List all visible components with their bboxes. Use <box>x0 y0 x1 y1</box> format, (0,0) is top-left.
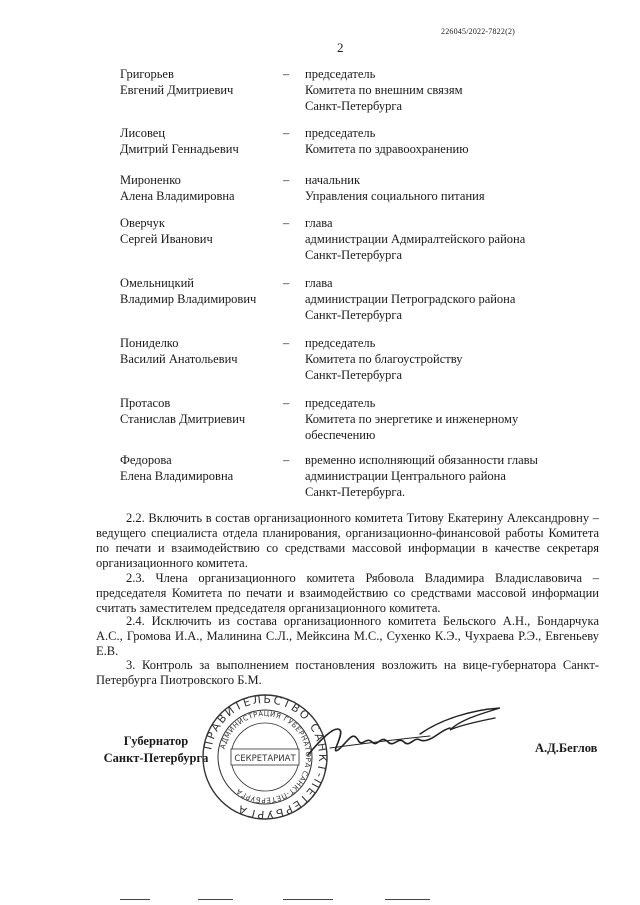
member-name <box>120 125 285 157</box>
member-role-line: администрации Петроградского района <box>305 292 516 306</box>
member-row <box>120 66 580 126</box>
member-role-line: Санкт-Петербурга <box>305 368 403 382</box>
paragraph-2-4: 2.4. Исключить из состава организационного комитета Бельского А.Н., Бондарчука А.С., Громова И.А., Малинина С.Л., Мейксина М.С., Сухенко К.Э., Чухраева Р.Э., Евгеньеву Е.В. <box>96 614 599 658</box>
member-dash: – <box>283 336 290 350</box>
member-name-line: Евгений Дмитриевич <box>120 83 234 97</box>
member-role-line: Комитета по внешним связям <box>305 83 463 97</box>
member-role-line: обеспечению <box>305 428 376 442</box>
member-name-line: Алена Владимировна <box>120 189 235 203</box>
member-role-line: администрации Адмиралтейского района <box>305 232 526 246</box>
member-row <box>120 452 580 512</box>
member-name-line: Владимир Владимирович <box>120 292 257 306</box>
signer-title-line1: Губернатор <box>123 734 189 748</box>
member-role-line: временно исполняющий обязанности главы <box>305 453 538 467</box>
member-row <box>120 395 580 455</box>
member-role-line: глава <box>305 216 333 230</box>
handwritten-signature <box>300 700 515 770</box>
member-role <box>305 395 595 443</box>
member-name <box>120 66 285 98</box>
member-name <box>120 395 285 427</box>
member-dash: – <box>283 216 290 230</box>
member-role-line: председатель <box>305 396 376 410</box>
member-row <box>120 215 580 275</box>
member-role-line: Санкт-Петербурга <box>305 308 403 322</box>
footer-rule-1 <box>120 899 150 900</box>
member-name-line: Дмитрий Геннадьевич <box>120 142 239 156</box>
member-role-line: председатель <box>305 336 376 350</box>
member-role <box>305 452 595 500</box>
svg-text:АДМИНИСТРАЦИЯ ГУБЕРНАТОРА САНК: АДМИНИСТРАЦИЯ ГУБЕРНАТОРА САНКТ-ПЕТЕРБУРГА <box>218 709 313 805</box>
member-name <box>120 335 285 367</box>
member-role-line: Санкт-Петербурга <box>305 248 403 262</box>
member-name-line: Василий Анатольевич <box>120 352 238 366</box>
paragraph-3: 3. Контроль за выполнением постановления возложить на вице-губернатора Санкт-Петербурга Пиотровского Б.М. <box>96 658 599 687</box>
member-name-line: Омельницкий <box>120 276 194 290</box>
member-name-line: Лисовец <box>120 126 166 140</box>
member-name <box>120 215 285 247</box>
svg-text:ПРАВИТЕЛЬСТВО САНКТ-ПЕТЕРБУРГА: ПРАВИТЕЛЬСТВО САНКТ-ПЕТЕРБУРГА <box>201 692 330 822</box>
paragraph-2-3: 2.3. Члена организационного комитета Рябовола Владимира Владиславовича – председателя Комитета по печати и взаимодействию со средствами массовой информации считать заместителем председателя организационного комитета. <box>96 571 599 615</box>
member-role-line: администрации Центрального района <box>305 469 506 483</box>
member-name-line: Сергей Иванович <box>120 232 213 246</box>
member-role-line: Комитета по энергетике и инженерному <box>305 412 519 426</box>
member-role-line: Комитета по здравоохранению <box>305 142 469 156</box>
member-dash: – <box>283 276 290 290</box>
member-role <box>305 66 595 114</box>
member-name-line: Елена Владимировна <box>120 469 234 483</box>
member-dash: – <box>283 67 290 81</box>
footer-rule-3 <box>283 899 333 900</box>
member-name-line: Протасов <box>120 396 171 410</box>
member-role-line: начальник <box>305 173 361 187</box>
footer-rule-4 <box>385 899 430 900</box>
member-role-line: Управления социального питания <box>305 189 485 203</box>
svg-text:СЕКРЕТАРИАТ: СЕКРЕТАРИАТ <box>234 754 296 764</box>
member-role <box>305 215 595 263</box>
signer-title <box>100 733 212 767</box>
member-name-line: Станислав Дмитриевич <box>120 412 246 426</box>
member-name <box>120 452 285 484</box>
member-dash: – <box>283 173 290 187</box>
document-number: 226045/2022-7822(2) <box>441 27 516 36</box>
member-role <box>305 172 595 204</box>
member-role-line: Комитета по благоустройству <box>305 352 463 366</box>
member-role-line: Санкт-Петербурга <box>305 99 403 113</box>
member-row <box>120 275 580 335</box>
signer-name: А.Д.Беглов <box>535 741 598 755</box>
member-name-line: Оверчук <box>120 216 165 230</box>
member-role <box>305 125 595 157</box>
member-row <box>120 335 580 395</box>
member-name-line: Федорова <box>120 453 172 467</box>
member-role <box>305 275 595 323</box>
member-role-line: Санкт-Петербурга. <box>305 485 406 499</box>
member-dash: – <box>283 453 290 467</box>
member-name-line: Пониделко <box>120 336 179 350</box>
member-name <box>120 172 285 204</box>
member-role-line: глава <box>305 276 333 290</box>
member-role-line: председатель <box>305 67 376 81</box>
member-dash: – <box>283 126 290 140</box>
paragraph-2-2: 2.2. Включить в состав организационного комитета Титову Екатерину Александровну – ведущего специалиста отдела планирования, организационно-финансовой работы Комитета по печати и взаимодействию со средствами массовой информации в качестве секретаря организационного комитета. <box>96 511 599 570</box>
signer-title-line2: Санкт-Петербурга <box>103 751 209 765</box>
page-number: 2 <box>337 40 344 55</box>
footer-rule-2 <box>198 899 233 900</box>
member-dash: – <box>283 396 290 410</box>
member-name-line: Мироненко <box>120 173 181 187</box>
member-role-line: председатель <box>305 126 376 140</box>
member-name-line: Григорьев <box>120 67 174 81</box>
member-name <box>120 275 285 307</box>
member-role <box>305 335 595 383</box>
